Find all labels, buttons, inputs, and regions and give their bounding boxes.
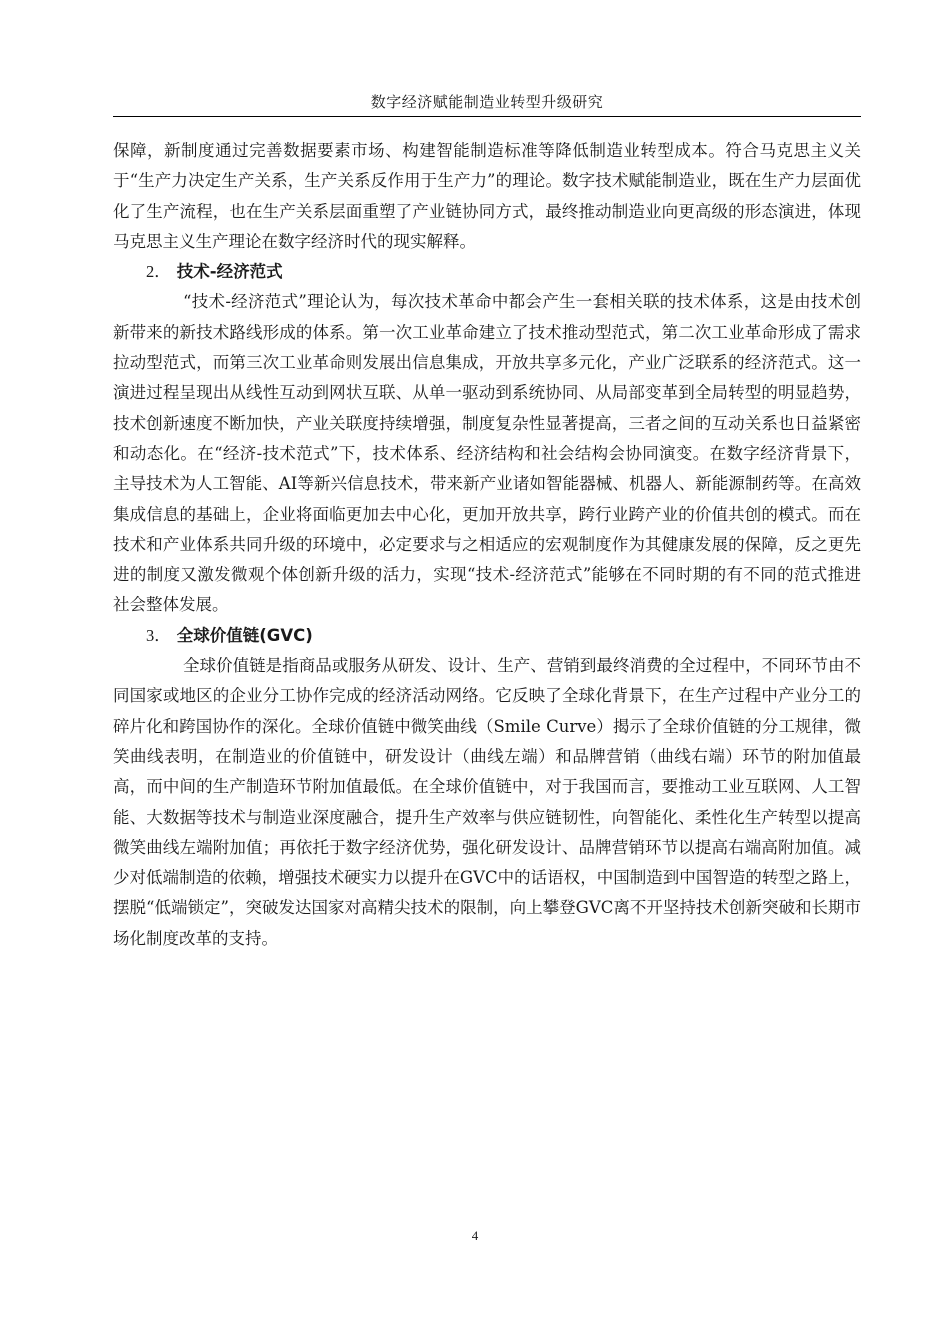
running-header-title: 数字经济赋能制造业转型升级研究 [370,93,604,111]
intro-paragraph: 保障，新制度通过完善数据要素市场、构建智能制造标准等降低制造业转型成本。符合马克思主义关于“生产力决定生产关系，生产关系反作用于生产力”的理论。数字技术赋能制造业，既在生产力层面优化了生产流程，也在生产关系层面重塑了产业链协同方式，最终推动制造业向更高级的形态演进，体现马克思主义生产理论在数字经济时代的现实解释。 [113,141,861,251]
section-2-title: 技术-经济范式 [176,262,283,282]
page-number: 4 [471,1228,479,1243]
section-3-number: 3． [146,625,171,645]
section-3-heading [113,621,861,651]
section-2-paragraph: “技术-经济范式”理论认为，每次技术革命中都会产生一套相关联的技术体系，这是由技术创新带来的新技术路线形成的体系。第一次工业革命建立了技术推动型范式，第二次工业革命形成了需求拉动型范式，而第三次工业革命则发展出信息集成，开放共享多元化，产业广泛联系的经济范式。这一演进过程呈现出从线性互动到网状互联、从单一驱动到系统协同、从局部变革到全局转型的明显趋势，技术创新速度不断加快，产业关联度持续增强，制度复杂性显著提高，三者之间的互动关系也日益紧密和动态化。在“经济-技术范式”下，技术体系、经济结构和社会结构会协同演变。在数字经济背景下，主导技术为人工智能、AI等新兴信息技术，带来新产业诸如智能器械、机器人、新能源制药等。在高效集成信息的基础上，企业将面临更加去中心化，更加开放共享，跨行业跨产业的价值共创的模式。而在技术和产业体系共同升级的环境中，必定要求与之相适应的宏观制度作为其健康发展的保障，反之更先进的制度又激发微观个体创新升级的活力，实现“技术-经济范式”能够在不同时期的有不同的范式推进社会整体发展。 [113,292,861,615]
running-header [113,88,861,117]
document-body [113,136,861,954]
section-2-number: 2． [146,262,171,282]
section-3-paragraph: 全球价值链是指商品或服务从研发、设计、生产、营销到最终消费的全过程中，不同环节由不同国家或地区的企业分工协作完成的经济活动网络。它反映了全球化背景下，在生产过程中产业分工的碎片化和跨国协作的深化。全球价值链中微笑曲线（Smile Curve）揭示了全球价值链的分工规律，微笑曲线表明，在制造业的价值链中，研发设计（曲线左端）和品牌营销（曲线右端）环节的附加值最高，而中间的生产制造环节附加值最低。在全球价值链中，对于我国而言，要推动工业互联网、人工智能、大数据等技术与制造业深度融合，提升生产效率与供应链韧性，向智能化、柔性化生产转型以提高微笑曲线左端附加值；再依托于数字经济优势，强化研发设计、品牌营销环节以提高右端高附加值。减少对低端制造的依赖，增强技术硬实力以提升在GVC中的话语权，中国制造到中国智造的转型之路上，摆脱“低端锁定”，突破发达国家对高精尖技术的限制，向上攀登GVC离不开坚持技术创新突破和长期市场化制度改革的支持。 [113,656,861,948]
section-3-title: 全球价值链(GVC) [176,625,313,645]
section-2-heading [113,257,861,287]
